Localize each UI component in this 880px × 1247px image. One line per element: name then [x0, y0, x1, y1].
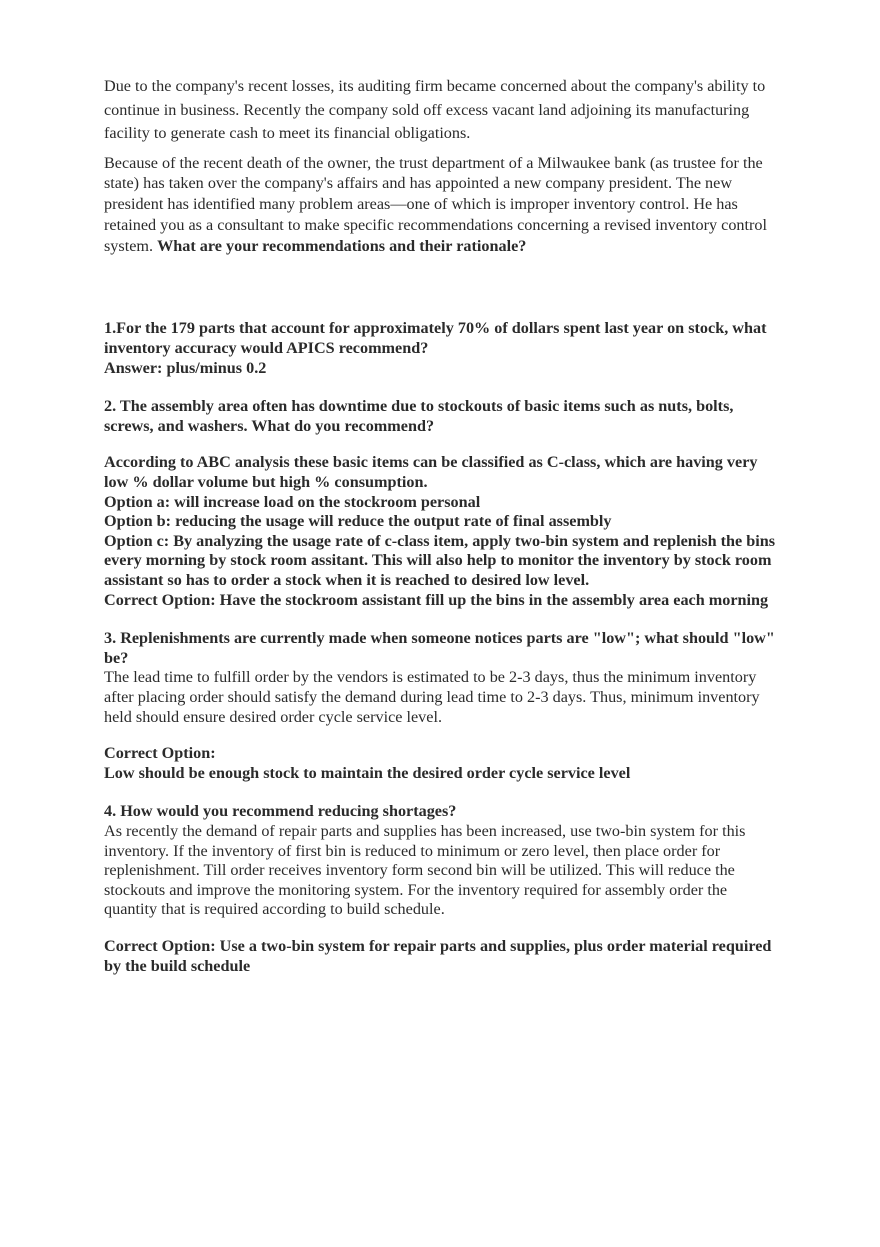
intro-paragraph-1: Due to the company's recent losses, its auditing firm became concerned about the company's ability to continue in business. Recently the company sold off excess vacant land adjoining its manufacturing facility to generate cash to meet its financial obligations. — [104, 77, 766, 142]
question-3-text: 3. Replenishments are currently made when someone notices parts are "low"; what should "low" be? — [104, 629, 775, 667]
spacer — [104, 727, 784, 744]
question-4-correct-option: Correct Option: Use a two-bin system for repair parts and supplies, plus order material required by the build schedule — [104, 936, 772, 975]
section-gap — [104, 263, 784, 319]
question-3-correct-label: Correct Option: — [104, 744, 216, 763]
question-2-text: 2. The assembly area often has downtime due to stockouts of basic items such as nuts, bolts, screws, and washers. What do you recommend? — [104, 397, 734, 435]
question-3-block — [104, 629, 784, 783]
question-2-option-c: Option c: By analyzing the usage rate of c-class item, apply two-bin system and replenish the bins every morning by stock room assitant. This will also help to monitor the inventory by stock room assistant so has to order a stock when it is reached to desired low level. — [104, 531, 776, 590]
document-page — [104, 75, 784, 995]
question-3-explanation: The lead time to fulfill order by the vendors is estimated to be 2-3 days, thus the minimum inventory after placing order should satisfy the demand during lead time to 2-3 days. Thus, minimum inventory held should ensure desired order cycle service level. — [104, 668, 760, 726]
intro-paragraph-2-bold: What are your recommendations and their rationale? — [157, 236, 527, 255]
spacer — [104, 920, 784, 937]
question-2-analysis: According to ABC analysis these basic items can be classified as C-class, which are having very low % dollar volume but high % consumption. — [104, 453, 758, 492]
question-4-text: 4. How would you recommend reducing shortages? — [104, 802, 457, 821]
intro-paragraph-2-text: Because of the recent death of the owner, the trust department of a Milwaukee bank (as trustee for the state) has taken over the company's affairs and has appointed a new company president. The new president has identified many problem areas—one of which is improper inventory control. He has retained you as a consultant to make specific recommendations concerning a revised inventory control system. — [104, 153, 768, 255]
question-2-option-a: Option a: will increase load on the stockroom personal — [104, 492, 481, 511]
question-1-answer: Answer: plus/minus 0.2 — [104, 358, 267, 377]
question-1-block — [104, 319, 784, 378]
question-3-correct-option: Low should be enough stock to maintain the desired order cycle service level — [104, 763, 631, 782]
question-2-correct-option: Correct Option: Have the stockroom assistant fill up the bins in the assembly area each morning — [104, 590, 769, 609]
question-2-block — [104, 397, 784, 610]
question-1-text: 1.For the 179 parts that account for approximately 70% of dollars spent last year on stock, what inventory accuracy would APICS recommend? — [104, 319, 767, 358]
question-4-explanation: As recently the demand of repair parts and supplies has been increased, use two-bin system for this inventory. If the inventory of first bin is reduced to minimum or zero level, then place order for replenishment. Till order receives inventory form second bin will be utilized. This will reduce the stockouts and improve the monitoring system. For the inventory required for assembly order the quantity that is required according to build schedule. — [104, 821, 746, 919]
intro-paragraph-2 — [104, 153, 784, 257]
spacer — [104, 436, 784, 453]
question-2-option-b: Option b: reducing the usage will reduce the output rate of final assembly — [104, 512, 612, 531]
question-4-block — [104, 802, 784, 976]
